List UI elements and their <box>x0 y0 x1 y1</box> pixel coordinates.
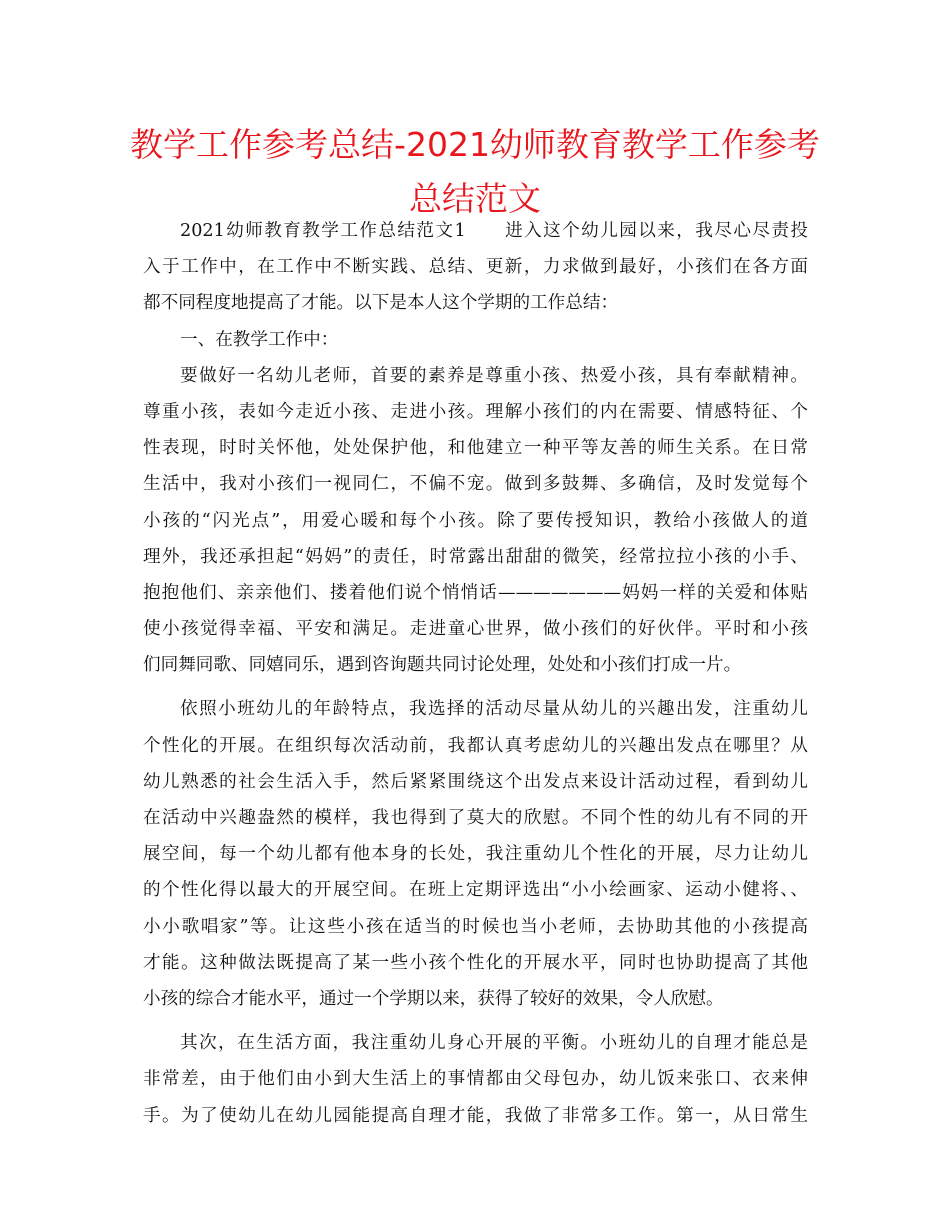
paragraph-line: 们同舞同歌、同嬉同乐，遇到咨询题共同讨论处理，处处和小孩们打成一片。 <box>143 655 742 676</box>
paragraph-line: 小孩的综合才能水平，通过一个学期以来，获得了较好的效果，令人欣慰。 <box>143 988 724 1009</box>
paragraph-spacer <box>143 1017 808 1025</box>
paragraph-line: 小孩的“闪光点”，用爱心暖和每个小孩。除了要传授知识，教给小孩做人的道 <box>143 510 808 531</box>
paragraph-line: 非常差，由于他们由小到大生活上的事情都由父母包办，幼儿饭来张口、衣来伸 <box>143 1069 808 1090</box>
paragraph-line: 要做好一名幼儿老师，首要的素养是尊重小孩、热爱小孩，具有奉献精神。 <box>180 365 808 386</box>
paragraph-line: 抱抱他们、亲亲他们、搂着他们说个悄悄话———————妈妈一样的关爱和体贴 <box>143 582 808 603</box>
paragraph-line: 依照小班幼儿的年龄特点，我选择的活动尽量从幼儿的兴趣出发，注重幼儿 <box>180 699 808 720</box>
paragraph-line: 才能。这种做法既提高了某一些小孩个性化的开展水平，同时也协助提高了其他 <box>143 952 808 973</box>
paragraph-line: 尊重小孩，表如今走近小孩、走进小孩。理解小孩们的内在需要、情感特征、个 <box>143 401 808 422</box>
paragraph-line: 使小孩觉得幸福、平安和满足。走进童心世界，做小孩们的好伙伴。平时和小孩 <box>143 619 808 640</box>
paragraph-line: 2021幼师教育教学工作总结范文1 进入这个幼儿园以来，我尽心尽责投 <box>180 221 808 241</box>
paragraph-line: 性表现，时时关怀他，处处保护他，和他建立一种平等友善的师生关系。在日常 <box>143 438 808 459</box>
paragraph-line: 手。为了使幼儿在幼儿园能提高自理才能，我做了非常多工作。第一，从日常生 <box>143 1105 808 1126</box>
paragraph-line: 的个性化得以最大的开展空间。在班上定期评选出“小小绘画家、运动小健将、、 <box>143 880 808 901</box>
paragraph-line: 小小歌唱家”等。让这些小孩在适当的时候也当小老师，去协助其他的小孩提高 <box>143 916 808 937</box>
paragraph-spacer <box>143 683 808 691</box>
paragraph-line: 其次，在生活方面，我注重幼儿身心开展的平衡。小班幼儿的自理才能总是 <box>180 1033 808 1054</box>
document-title: 教学工作参考总结-2021幼师教育教学工作参考总结范文 <box>130 125 820 218</box>
section-heading: 一、在教学工作中： <box>180 329 339 350</box>
paragraph-line: 个性化的开展。在组织每次活动前，我都认真考虑幼儿的兴趣出发点在哪里？从 <box>143 735 808 756</box>
paragraph-line: 展空间，每一个幼儿都有他本身的长处，我注重幼儿个性化的开展，尽力让幼儿 <box>143 844 808 865</box>
paragraph-line: 入于工作中，在工作中不断实践、总结、更新，力求做到最好，小孩们在各方面 <box>143 257 808 278</box>
document-body <box>143 213 808 1134</box>
paragraph-line: 理外，我还承担起“妈妈”的责任，时常露出甜甜的微笑，经常拉拉小孩的小手、 <box>143 546 808 567</box>
paragraph-line: 都不同程度地提高了才能。以下是本人这个学期的工作总结： <box>143 293 619 314</box>
paragraph-line: 幼儿熟悉的社会生活入手，然后紧紧围绕这个出发点来设计活动过程，看到幼儿 <box>143 771 808 792</box>
paragraph-line: 在活动中兴趣盎然的模样，我也得到了莫大的欣慰。不同个性的幼儿有不同的开 <box>143 808 808 828</box>
paragraph-line: 生活中，我对小孩们一视同仁，不偏不宠。做到多鼓舞、多确信，及时发觉每个 <box>143 474 808 495</box>
